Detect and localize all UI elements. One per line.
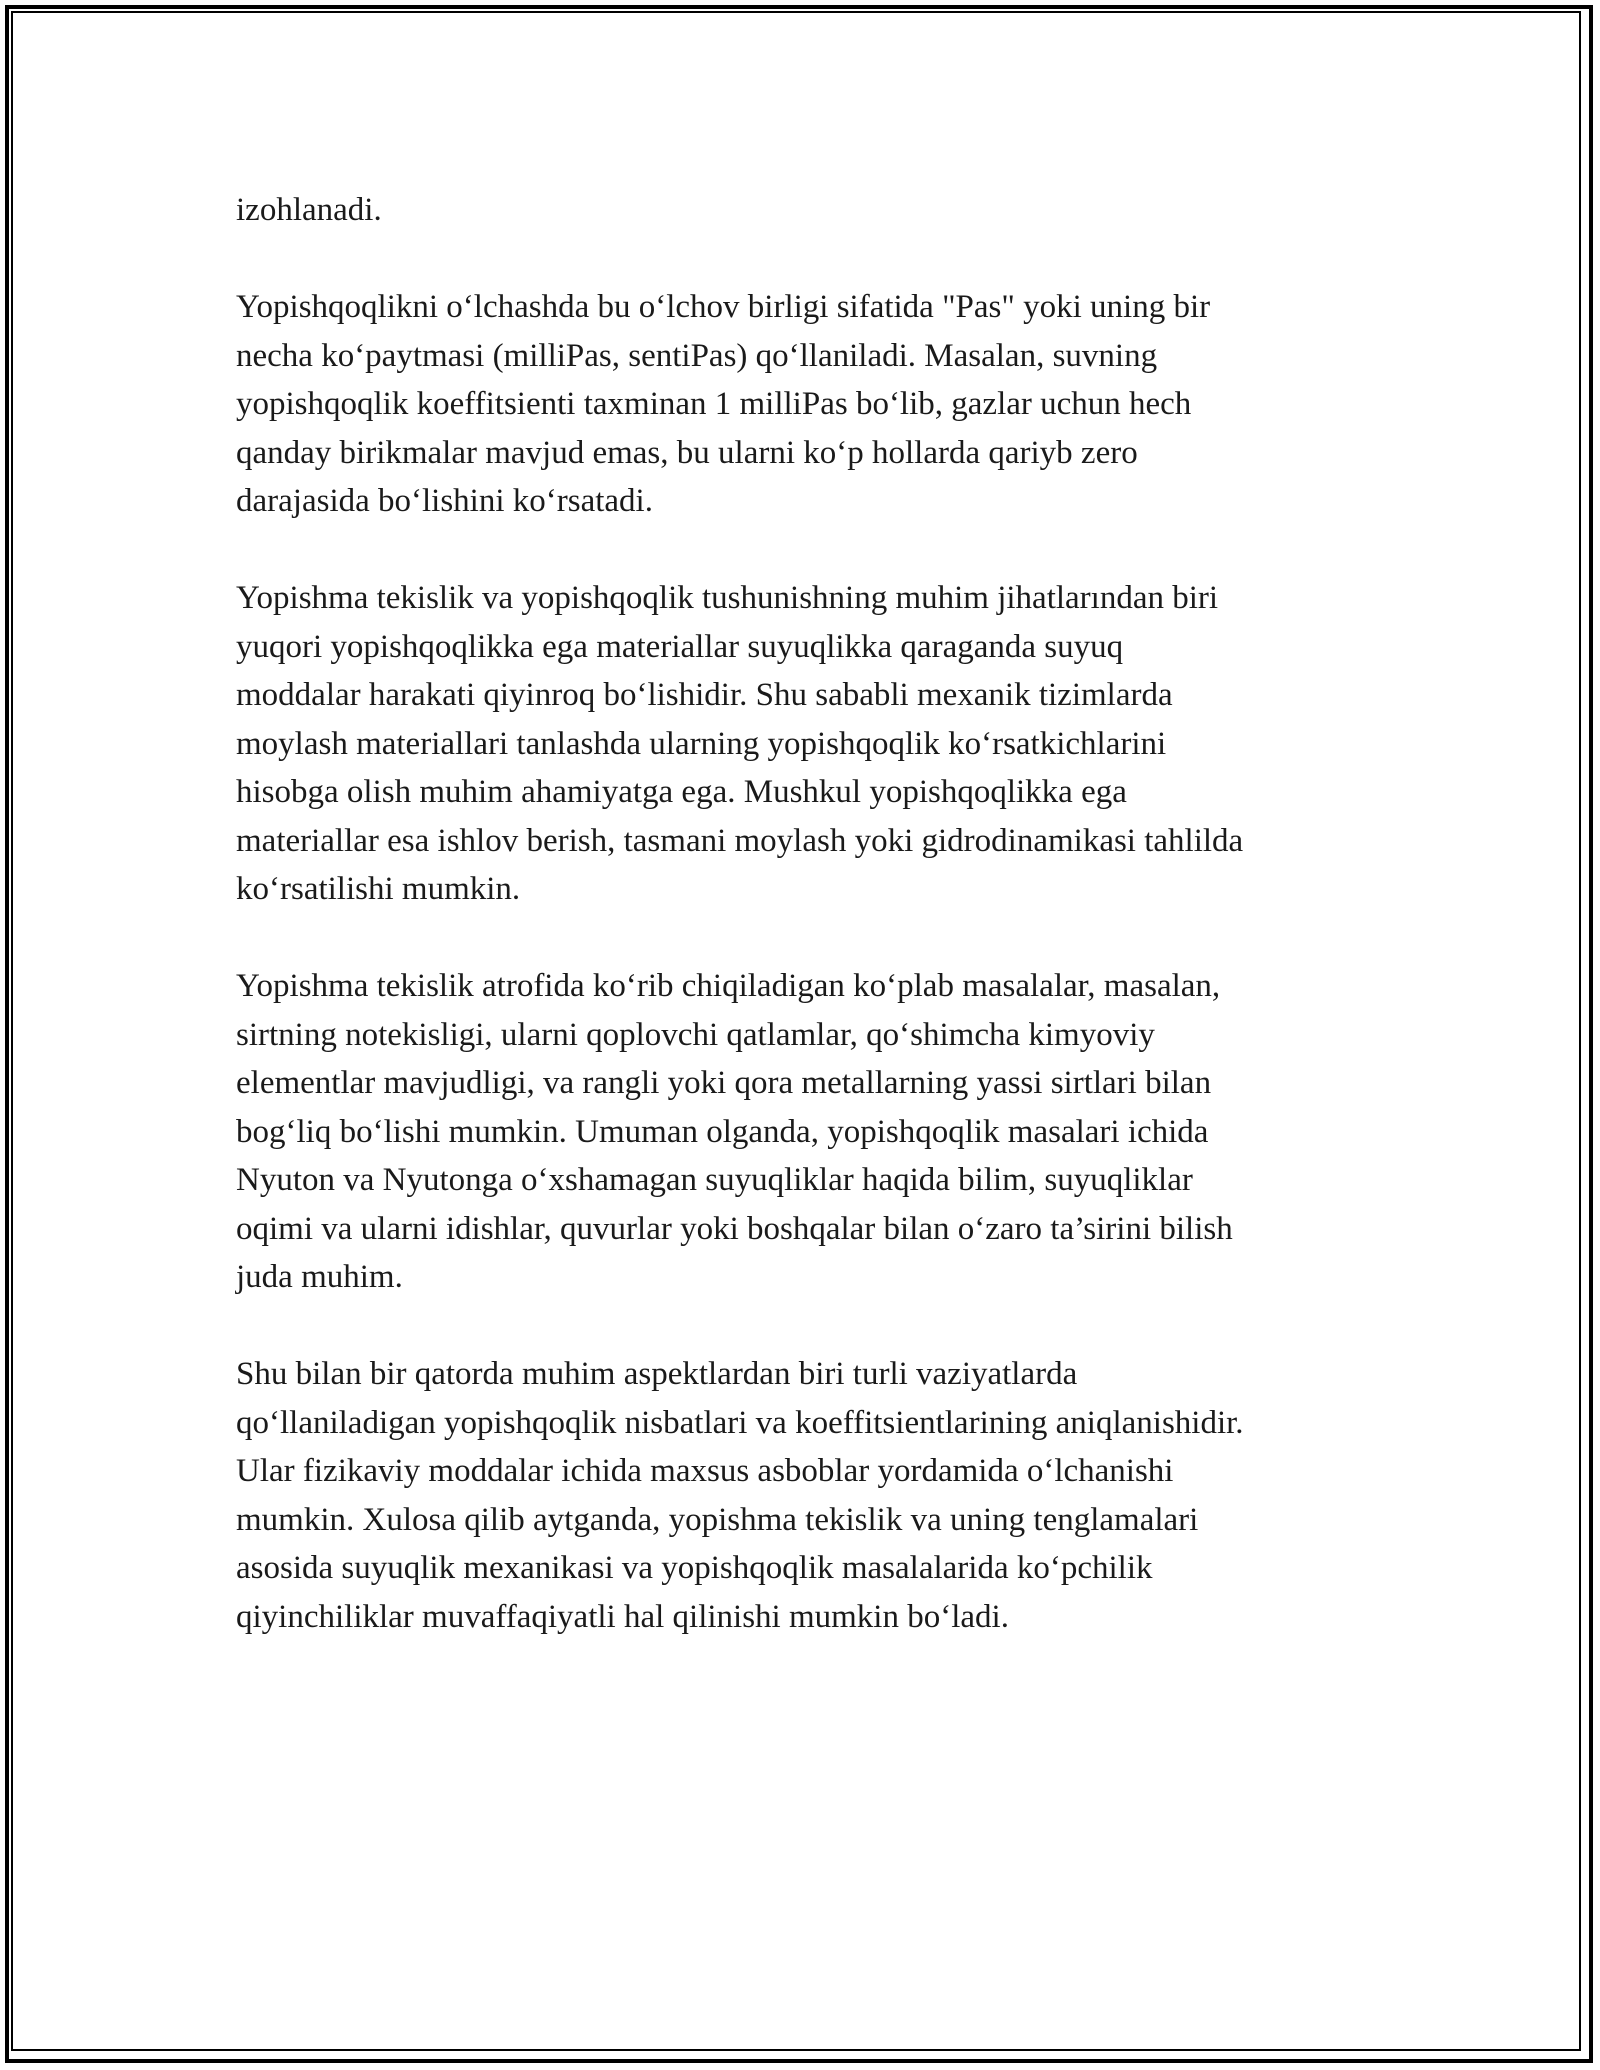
- paragraph-viscosity-importance: Yopishma tekislik va yopishqoqlik tushunishning muhim jihatlarından biri yuqori yopishqoqlikka ega materiallar suyuqlikka qaraganda suyuq moddalar harakati qiyinroq bo‘lishidir. Shu sababli mexanik tizimlarda moylash materiallari tanlashda ularning yopishqoqlik ko‘rsatkichlarini hisobga olish muhim ahamiyatga ega. Mushkul yopishqoqlikka ega materiallar esa ishlov berish, tasmani moylash yoki gidrodinamikasi tahlilda ko‘rsatilishi mumkin.: [236, 580, 1244, 907]
- paragraph-surface-issues: Yopishma tekislik atrofida ko‘rib chiqiladigan ko‘plab masalalar, masalan, sirtning notekisligi, ularni qoplovchi qatlamlar, qo‘shimcha kimyoviy elementlar mavjudligi, va rangli yoki qora metallarning yassi sirtlari bilan bog‘liq bo‘lishi mumkin. Umuman olganda, yopishqoqlik masalari ichida Nyuton va Nyutonga o‘xshamagan suyuqliklar haqida bilim, suyuqliklar oqimi va ularni idishlar, quvurlar yoki boshqalar bilan o‘zaro ta’sirini bilish juda muhim.: [236, 968, 1233, 1295]
- paragraph-continuation: izohlanadi.: [236, 192, 382, 228]
- paragraph-conclusion: Shu bilan bir qatorda muhim aspektlardan biri turli vaziyatlarda qo‘llaniladigan yopishqoqlik nisbatlari va koeffitsientlarining aniqlanishidir. Ular fizikaviy moddalar ichida maxsus asboblar yordamida o‘lchanishi mumkin. Xulosa qilib aytganda, yopishma tekislik va uning tenglamalari asosida suyuqlik mexanikasi va yopishqoqlik masalalarida ko‘pchilik qiyinchiliklar muvaffaqiyatli hal qilinishi mumkin bo‘ladi.: [236, 1356, 1244, 1635]
- document-body: [236, 186, 1376, 1690]
- paragraph-viscosity-units: Yopishqoqlikni o‘lchashda bu o‘lchov birligi sifatida "Pas" yoki uning bir necha ko‘paytmasi (milliPas, sentiPas) qo‘llaniladi. Masalan, suvning yopishqoqlik koeffitsienti taxminan 1 milliPas bo‘lib, gazlar uchun hech qanday birikmalar mavjud emas, bu ularni ko‘p hollarda qariyb zero darajasida bo‘lishini ko‘rsatadi.: [236, 289, 1211, 519]
